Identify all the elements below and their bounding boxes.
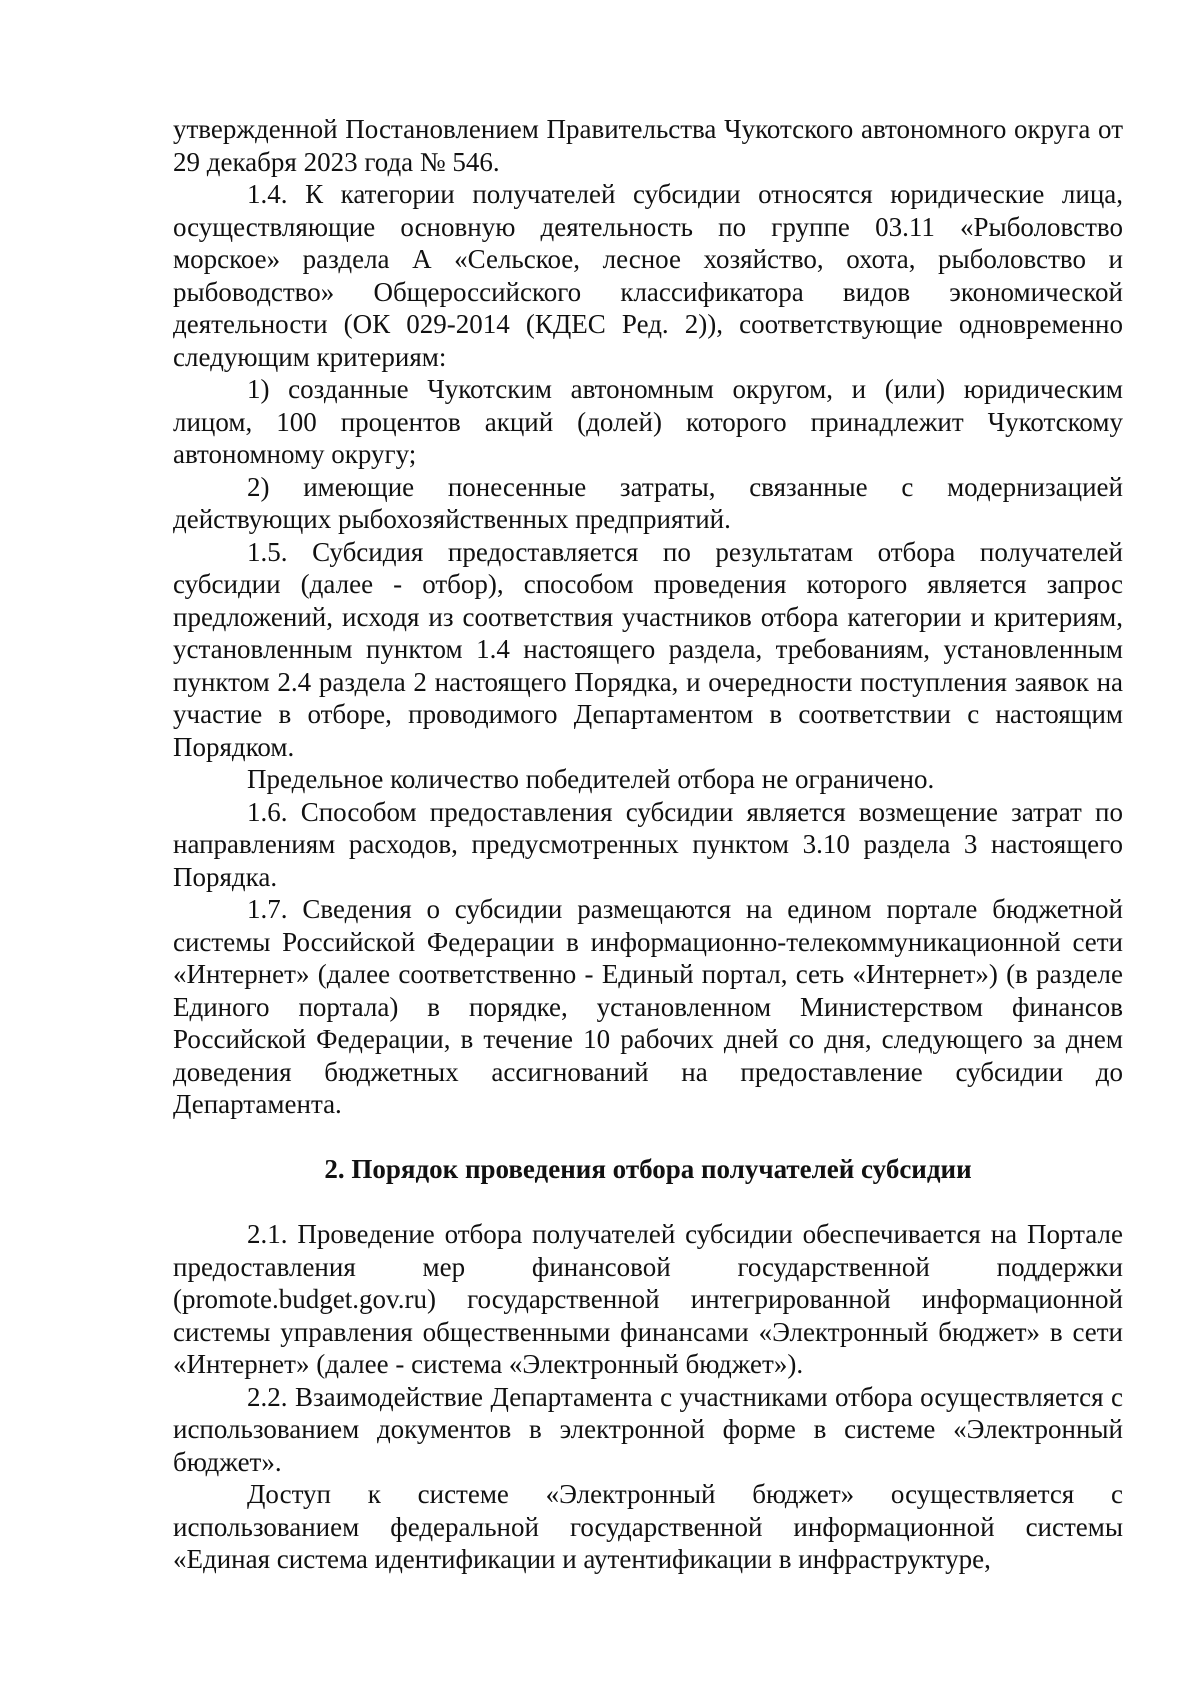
- paragraph-criterion-1: 1) созданные Чукотским автономным округом, и (или) юридическим лицом, 100 процентов акций (долей) которого принадлежит Чукотскому автономному округу;: [173, 374, 1123, 469]
- paragraph-winners-limit: Предельное количество победителей отбора не ограничено.: [247, 764, 935, 794]
- paragraph-1-6: 1.6. Способом предоставления субсидии является возмещение затрат по направлениям расходов, предусмотренных пунктом 3.10 раздела 3 настоящего Порядка.: [173, 796, 1123, 892]
- paragraph-1-7: 1.7. Сведения о субсидии размещаются на едином портале бюджетной системы Российской Федерации в информационно-телекоммуникационной сети «Интернет» (далее соответственно - Единый портал, сеть «Интернет») (в разделе Единого портала) в порядке, установленном Министерством финансов Российской Федерации, в течение 10 рабочих дней со дня, следующего за днем доведения бюджетных ассигнований на предоставление субсидии до Департамента.: [173, 894, 1123, 1119]
- paragraph-access: Доступ к системе «Электронный бюджет» осуществляется с использованием федеральной государственной информационной системы «Единая система идентификации и аутентификации в инфраструктуре,: [173, 1479, 1123, 1574]
- paragraph-criterion-2: 2) имеющие понесенные затраты, связанные с модернизацией действующих рыбохозяйственных предприятий.: [173, 471, 1123, 534]
- paragraph-2-1: 2.1. Проведение отбора получателей субсидии обеспечивается на Портале предоставления мер финансовой государственной поддержки (promote.budget.gov.ru) государственной интегрированной информационной системы управления общественными финансами «Электронный бюджет» в сети «Интернет» (далее - система «Электронный бюджет»).: [173, 1219, 1123, 1379]
- section-heading: 2. Порядок проведения отбора получателей субсидии: [324, 1153, 972, 1184]
- paragraph-continuation: утвержденной Постановлением Правительства Чукотского автономного округа от 29 декабря 2023 года № 546.: [173, 114, 1123, 177]
- document-body: [173, 113, 1123, 1576]
- paragraph-1-5: 1.5. Субсидия предоставляется по результатам отбора получателей субсидии (далее - отбор), способом проведения которого является запрос предложений, исходя из соответствия участников отбора категории и критериям, установленным пунктом 1.4 настоящего раздела, требованиям, установленным пунктом 2.4 раздела 2 настоящего Порядка, и очередности поступления заявок на участие в отборе, проводимого Департаментом в соответствии с настоящим Порядком.: [173, 536, 1123, 762]
- paragraph-1-4: 1.4. К категории получателей субсидии относятся юридические лица, осуществляющие основную деятельность по группе 03.11 «Рыболовство морское» раздела А «Сельское, лесное хозяйство, охота, рыболовство и рыбоводство» Общероссийского классификатора видов экономической деятельности (ОК 029-2014 (КДЕС Ред. 2)), соответствующие одновременно следующим критериям:: [173, 179, 1123, 372]
- paragraph-2-2: 2.2. Взаимодействие Департамента с участниками отбора осуществляется с использованием документов в электронной форме в системе «Электронный бюджет».: [173, 1381, 1123, 1477]
